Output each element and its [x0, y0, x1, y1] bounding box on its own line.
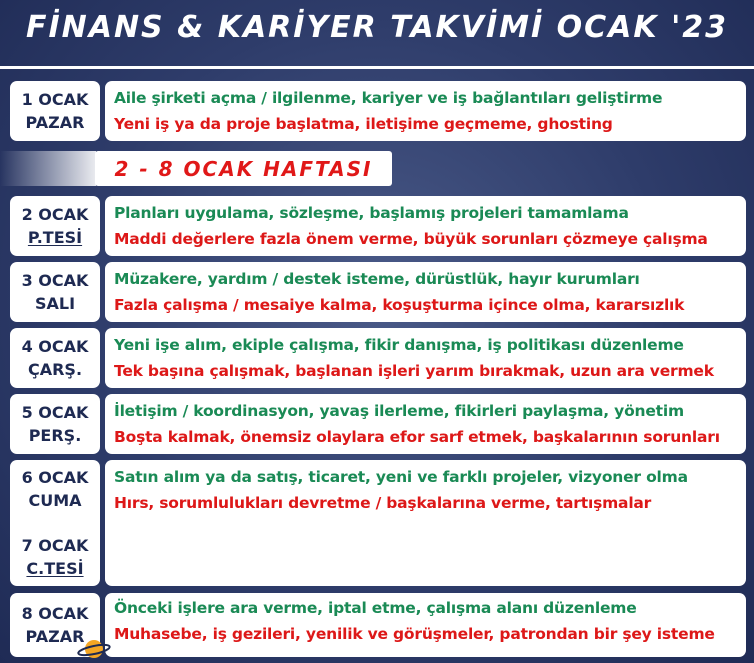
date-box-6 [10, 460, 100, 586]
date-day: 3 OCAK [21, 271, 89, 290]
bad-text: Yeni iş ya da proje başlatma, iletişime geçmeme, ghosting [114, 115, 613, 133]
title-divider [0, 66, 754, 69]
bad-text: Tek başına çalışmak, başlanan işleri yarım bırakmak, uzun ara vermek [114, 362, 714, 380]
date-day: 1 OCAK [21, 90, 89, 109]
date-weekday-second: C.TESİ [26, 559, 84, 578]
date-box-3 [10, 262, 100, 322]
date-weekday: ÇARŞ. [27, 360, 83, 379]
entry-content-2 [105, 196, 746, 256]
bad-text: Maddi değerlere fazla önem verme, büyük sorunları çözmeye çalışma [114, 230, 708, 248]
page-title: FİNANS & KARİYER TAKVİMİ OCAK '23 [25, 10, 729, 45]
entry-content-5 [105, 394, 746, 454]
date-day-second: 7 OCAK [21, 536, 89, 555]
date-box-1 [10, 81, 100, 141]
entry-content-4 [105, 328, 746, 388]
good-text: Müzakere, yardım / destek isteme, dürüstlük, hayır kurumları [114, 270, 640, 288]
date-weekday: PERŞ. [28, 426, 82, 445]
date-day: 4 OCAK [21, 337, 89, 356]
date-weekday: SALI [34, 294, 76, 313]
date-box-4 [10, 328, 100, 388]
good-text: Yeni işe alım, ekiple çalışma, fikir danışma, iş politikası düzenleme [114, 336, 684, 354]
date-weekday: P.TESİ [27, 228, 83, 247]
entry-content-6 [105, 460, 746, 586]
date-day: 8 OCAK [21, 604, 89, 623]
bad-text: Fazla çalışma / mesaiye kalma, koşuşturma içince olma, kararsızlık [114, 296, 685, 314]
good-text: İletişim / koordinasyon, yavaş ilerleme, fikirleri paylaşma, yönetim [114, 402, 684, 420]
good-text: Planları uygulama, sözleşme, başlamış projeleri tamamlama [114, 204, 629, 222]
bad-text: Hırs, sorumlulukları devretme / başkalarına verme, tartışmalar [114, 494, 652, 512]
week-banner-strip [0, 151, 96, 186]
week-banner: 2 - 8 OCAK HAFTASI [95, 151, 392, 186]
entry-content-7 [105, 593, 746, 657]
entry-content-1 [105, 81, 746, 141]
good-text: Aile şirketi açma / ilgilenme, kariyer ve iş bağlantıları geliştirme [114, 89, 663, 107]
good-text: Önceki işlere ara verme, iptal etme, çalışma alanı düzenleme [114, 599, 637, 617]
date-box-2 [10, 196, 100, 256]
date-weekday: CUMA [28, 491, 82, 510]
bad-text: Muhasebe, iş gezileri, yenilik ve görüşmeler, patrondan bir şey isteme [114, 625, 715, 643]
date-box-5 [10, 394, 100, 454]
good-text: Satın alım ya da satış, ticaret, yeni ve farklı projeler, vizyoner olma [114, 468, 688, 486]
date-weekday: PAZAR [25, 627, 85, 646]
bad-text: Boşta kalmak, önemsiz olaylara efor sarf etmek, başkalarının sorunları [114, 428, 720, 446]
date-day: 5 OCAK [21, 403, 89, 422]
date-day: 6 OCAK [21, 468, 89, 487]
date-day: 2 OCAK [21, 205, 89, 224]
date-weekday: PAZAR [25, 113, 85, 132]
entry-content-3 [105, 262, 746, 322]
planet-icon [76, 635, 112, 663]
